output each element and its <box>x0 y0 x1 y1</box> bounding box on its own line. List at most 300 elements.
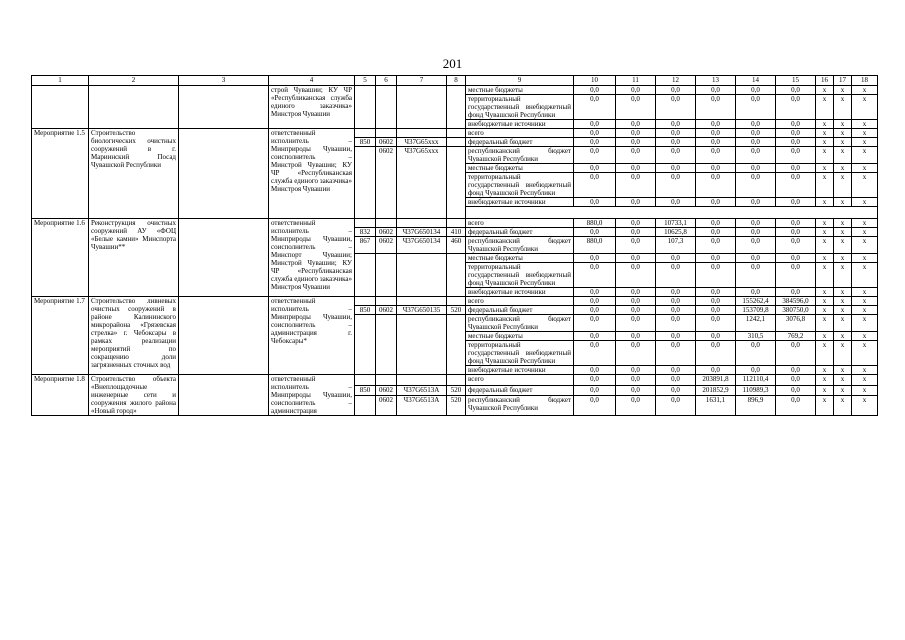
col-header: 4 <box>269 76 355 86</box>
table-cell: 0,0 <box>776 396 816 416</box>
empty-cell <box>397 86 447 129</box>
measure-name: Строительство биологических очистных сооружений в г. Мариинский Посад Чувашской Республики <box>89 129 179 219</box>
table-cell: x <box>852 173 878 198</box>
table-cell: x <box>816 95 834 120</box>
budget-table <box>31 75 878 416</box>
table-cell: 0602 <box>376 138 397 147</box>
table-cell: x <box>852 129 878 138</box>
table-cell: x <box>816 147 834 164</box>
empty-cell <box>376 315 397 375</box>
table-cell: 460 <box>447 237 466 254</box>
table-cell: x <box>834 237 852 254</box>
table-cell: 0,0 <box>616 385 656 396</box>
table-cell: 0,0 <box>616 396 656 416</box>
table-cell: всего <box>466 219 574 228</box>
table-cell: 0,0 <box>616 375 656 386</box>
table-cell: 0,0 <box>696 228 736 237</box>
table-cell: x <box>834 375 852 386</box>
table-cell: 0602 <box>376 237 397 254</box>
table-cell: территориальный государственный внебюджетный фонд Чувашской Республики <box>466 173 574 198</box>
executor-cell: ответственный исполнитель – Минприроды Чувашии, соисполнитель – администрация <box>269 375 355 416</box>
table-cell: 0,0 <box>656 138 696 147</box>
table-cell: 0,0 <box>616 306 656 315</box>
table-cell: 0602 <box>376 385 397 396</box>
table-cell: x <box>834 198 852 207</box>
empty-cell <box>376 219 397 228</box>
table-cell: 0,0 <box>776 147 816 164</box>
empty-cell <box>397 129 447 138</box>
empty-cell <box>376 129 397 138</box>
table-cell: 0,0 <box>616 315 656 332</box>
table-cell: 384596,0 <box>776 297 816 306</box>
table-cell: местные бюджеты <box>466 254 574 263</box>
table-cell: территориальный государственный внебюджетный фонд Чувашской Республики <box>466 95 574 120</box>
table-cell: 0,0 <box>656 120 696 129</box>
table-cell: всего <box>466 297 574 306</box>
table-cell: 0,0 <box>616 120 656 129</box>
page-number: 201 <box>442 56 463 71</box>
table-cell: 0,0 <box>574 315 616 332</box>
table-cell: 0,0 <box>696 315 736 332</box>
table-cell: x <box>834 366 852 375</box>
table-cell: 0,0 <box>574 147 616 164</box>
table-cell: 0,0 <box>574 332 616 341</box>
col-header: 7 <box>397 76 447 86</box>
table-cell: x <box>852 138 878 147</box>
table-cell: 896,9 <box>736 396 776 416</box>
measure-name: Строительство объекта «Внеплощадочные инженерные сети и сооружения жилого района «Новый город» <box>89 375 179 416</box>
table-cell: 0,0 <box>574 375 616 386</box>
table-cell: 0,0 <box>574 86 616 95</box>
table-cell: 0,0 <box>696 198 736 207</box>
table-cell: 0,0 <box>656 341 696 366</box>
table-cell: x <box>834 385 852 396</box>
table-cell: x <box>816 366 834 375</box>
table-row <box>32 219 878 228</box>
table-cell: 410 <box>447 228 466 237</box>
table-cell: x <box>834 120 852 129</box>
empty-cell <box>376 375 397 386</box>
table-cell: 0,0 <box>696 86 736 95</box>
table-row <box>32 129 878 138</box>
table-cell: x <box>852 263 878 288</box>
table-cell: 0,0 <box>656 332 696 341</box>
empty-cell <box>447 138 466 147</box>
measure-label: Мероприятие 1.7 <box>32 297 89 375</box>
table-cell: 0,0 <box>574 120 616 129</box>
table-cell: 0,0 <box>776 138 816 147</box>
table-cell: федеральный бюджет <box>466 385 574 396</box>
table-cell: 0,0 <box>656 164 696 173</box>
empty-cell <box>355 129 376 138</box>
table-cell: всего <box>466 129 574 138</box>
table-cell: территориальный государственный внебюджетный фонд Чувашской Республики <box>466 263 574 288</box>
table-cell: 0,0 <box>656 297 696 306</box>
table-cell: 0,0 <box>656 306 696 315</box>
table-cell: 112110,4 <box>736 375 776 386</box>
table-cell: 0,0 <box>736 95 776 120</box>
table-cell: Ч37G650134 <box>397 228 447 237</box>
table-cell: x <box>834 288 852 297</box>
table-cell: 0,0 <box>696 164 736 173</box>
table-cell: 0,0 <box>656 288 696 297</box>
empty-cell <box>376 254 397 297</box>
table-cell: 0,0 <box>574 164 616 173</box>
table-cell: 0,0 <box>696 366 736 375</box>
table-cell: x <box>816 228 834 237</box>
table-cell: 0,0 <box>616 341 656 366</box>
table-cell: 0,0 <box>736 138 776 147</box>
table-cell: федеральный бюджет <box>466 306 574 315</box>
table-cell: 0,0 <box>696 138 736 147</box>
table-cell: x <box>816 173 834 198</box>
table-cell: 10733,1 <box>656 219 696 228</box>
table-cell: 0,0 <box>696 237 736 254</box>
table-cell: x <box>816 341 834 366</box>
table-cell: 0,0 <box>616 95 656 120</box>
table-cell: внебюджетные источники <box>466 366 574 375</box>
table-cell: республиканский бюджет Чувашской Республики <box>466 237 574 254</box>
table-cell: x <box>852 198 878 207</box>
table-cell: 0,0 <box>736 228 776 237</box>
table-cell: x <box>816 138 834 147</box>
empty-cell <box>179 375 269 416</box>
table-cell: x <box>834 164 852 173</box>
table-cell: 0,0 <box>696 297 736 306</box>
table-cell: x <box>816 198 834 207</box>
table-cell: x <box>834 138 852 147</box>
table-cell: 0,0 <box>696 219 736 228</box>
table-cell: x <box>816 164 834 173</box>
executor-cell: ответственный исполнитель – Минприроды Чувашии, соисполнитель – Минстрой Чувашии; КУ ЧР «Республиканская служба единого заказчика» Минстроя Чувашии <box>269 129 355 219</box>
table-cell: республиканский бюджет Чувашской Республики <box>466 315 574 332</box>
table-cell: 380750,0 <box>776 306 816 315</box>
table-cell: 0,0 <box>696 332 736 341</box>
table-cell: 0,0 <box>656 95 696 120</box>
empty-cell <box>447 129 466 138</box>
table-cell: 0,0 <box>776 95 816 120</box>
col-header: 1 <box>32 76 89 86</box>
table-cell: 0,0 <box>736 341 776 366</box>
empty-cell <box>355 315 376 375</box>
table-cell: Ч37G650135 <box>397 306 447 315</box>
table-cell: 0,0 <box>696 341 736 366</box>
table-cell: x <box>816 254 834 263</box>
table-cell: 0,0 <box>656 147 696 164</box>
empty-cell <box>447 147 466 219</box>
header-row <box>32 76 878 86</box>
table-cell: 0,0 <box>776 164 816 173</box>
table-cell: x <box>816 288 834 297</box>
table-cell: 0,0 <box>616 164 656 173</box>
col-header: 10 <box>574 76 616 86</box>
table-row <box>32 86 878 95</box>
table-cell: 0,0 <box>616 147 656 164</box>
col-header: 12 <box>656 76 696 86</box>
table-cell: 0,0 <box>656 254 696 263</box>
table-cell: 0602 <box>376 306 397 315</box>
table-cell: 0,0 <box>616 228 656 237</box>
table-cell: 0,0 <box>736 237 776 254</box>
table-cell: местные бюджеты <box>466 332 574 341</box>
table-cell: x <box>834 315 852 332</box>
table-cell: 520 <box>447 385 466 396</box>
table-cell: 0,0 <box>736 198 776 207</box>
table-cell: x <box>816 86 834 95</box>
table-cell: 0,0 <box>736 219 776 228</box>
table-cell: 203891,8 <box>696 375 736 386</box>
table-cell: 10625,8 <box>656 228 696 237</box>
col-header: 6 <box>376 76 397 86</box>
table-cell: 0,0 <box>696 263 736 288</box>
empty-cell <box>355 254 376 297</box>
table-cell: 0,0 <box>656 396 696 416</box>
table-cell: 0,0 <box>736 147 776 164</box>
table-cell: 155262,4 <box>736 297 776 306</box>
table-cell: x <box>834 86 852 95</box>
table-cell: 0,0 <box>736 254 776 263</box>
table-cell: 0,0 <box>736 173 776 198</box>
table-cell: 0,0 <box>776 237 816 254</box>
table-cell: 1631,1 <box>696 396 736 416</box>
table-cell: 0,0 <box>574 385 616 396</box>
table-cell: x <box>852 120 878 129</box>
table-cell: 310,5 <box>736 332 776 341</box>
table-cell: 0602 <box>376 228 397 237</box>
table-cell: x <box>852 315 878 332</box>
table-cell: местные бюджеты <box>466 164 574 173</box>
table-cell: 1242,1 <box>736 315 776 332</box>
table-cell: 0,0 <box>616 254 656 263</box>
table-cell: x <box>852 86 878 95</box>
table-cell: x <box>816 120 834 129</box>
table-cell: 850 <box>355 385 376 396</box>
table-cell: x <box>834 341 852 366</box>
table-cell: 0,0 <box>656 385 696 396</box>
table-cell: 0,0 <box>616 263 656 288</box>
col-header: 9 <box>466 76 574 86</box>
executor-cell: ответственный исполнитель – Минприроды Чувашии, соисполнитель – администрация г. Чебоксары* <box>269 297 355 375</box>
table-cell: 0,0 <box>574 254 616 263</box>
table-cell: x <box>834 396 852 416</box>
empty-cell <box>376 86 397 129</box>
empty-cell <box>179 297 269 375</box>
table-cell: Ч37G6513А <box>397 385 447 396</box>
table-row <box>32 297 878 306</box>
table-cell: x <box>852 147 878 164</box>
table-cell: x <box>852 288 878 297</box>
table-cell: x <box>852 396 878 416</box>
table-cell: 880,0 <box>574 237 616 254</box>
table-cell: x <box>816 396 834 416</box>
table-cell: 0,0 <box>696 306 736 315</box>
table-cell: Ч37G650134 <box>397 237 447 254</box>
table-cell: 0602 <box>376 147 397 219</box>
table-cell: 0,0 <box>616 366 656 375</box>
empty-cell <box>355 375 376 386</box>
empty-cell <box>397 297 447 306</box>
measure-name: Реконструкция очистных сооружений АУ «ФОЦ «Белые камни» Минспорта Чувашии** <box>89 219 179 297</box>
empty-cell <box>397 315 447 375</box>
col-header: 16 <box>816 76 834 86</box>
table-cell: 520 <box>447 306 466 315</box>
col-header: 5 <box>355 76 376 86</box>
empty-cell <box>179 219 269 297</box>
table-cell: федеральный бюджет <box>466 138 574 147</box>
table-cell: 880,0 <box>574 219 616 228</box>
table-cell: 0,0 <box>616 198 656 207</box>
table-cell: 0,0 <box>736 263 776 288</box>
table-cell: 0,0 <box>696 254 736 263</box>
table-cell: x <box>834 297 852 306</box>
table-cell: 0,0 <box>696 129 736 138</box>
table-cell: 153709,8 <box>736 306 776 315</box>
table-cell: 832 <box>355 228 376 237</box>
measure-label: Мероприятие 1.6 <box>32 219 89 297</box>
table-cell: 0,0 <box>656 129 696 138</box>
table-cell: 0,0 <box>574 198 616 207</box>
table-cell: 867 <box>355 237 376 254</box>
table-cell: 0,0 <box>736 86 776 95</box>
col-header: 13 <box>696 76 736 86</box>
table-cell: x <box>834 129 852 138</box>
empty-cell <box>179 86 269 129</box>
col-header: 18 <box>852 76 878 86</box>
executor-cell: ответственный исполнитель – Минприроды Чувашии, соисполнитель – Минспорт Чувашии; Минстрой Чувашии; КУ ЧР «Республиканская служба единого заказчика» Минстроя Чувашии <box>269 219 355 297</box>
table-cell: 0,0 <box>696 120 736 129</box>
table-cell: x <box>852 332 878 341</box>
table-cell: x <box>852 237 878 254</box>
table-cell: территориальный государственный внебюджетный фонд Чувашской Республики <box>466 341 574 366</box>
table-cell: 0,0 <box>574 366 616 375</box>
table-cell: 0,0 <box>776 288 816 297</box>
table-cell: 0,0 <box>736 164 776 173</box>
table-cell: республиканский бюджет Чувашской Республики <box>466 396 574 416</box>
table-cell: x <box>852 254 878 263</box>
table-cell: 0,0 <box>574 95 616 120</box>
measure-name: Строительство ливневых очистных сооружений в районе Калининского микрорайона «Грязевская стрелка» г. Чебоксары в рамках реализации мероприятий по сокращению доли загрязненных сточных вод <box>89 297 179 375</box>
table-cell: 0,0 <box>776 86 816 95</box>
table-cell: x <box>816 237 834 254</box>
table-cell: x <box>834 263 852 288</box>
table-cell: 0,0 <box>616 288 656 297</box>
empty-cell <box>32 86 89 129</box>
table-cell: 0,0 <box>776 173 816 198</box>
empty-cell <box>447 315 466 375</box>
table-cell: 0,0 <box>776 341 816 366</box>
table-cell: x <box>816 375 834 386</box>
table-cell: 0,0 <box>574 129 616 138</box>
empty-cell <box>376 297 397 306</box>
table-cell: 0,0 <box>616 138 656 147</box>
table-cell: 0,0 <box>616 86 656 95</box>
table-cell: 0,0 <box>574 341 616 366</box>
table-cell: 0,0 <box>574 396 616 416</box>
table-cell: x <box>816 219 834 228</box>
table-cell: x <box>816 332 834 341</box>
measure-label: Мероприятие 1.5 <box>32 129 89 219</box>
table-cell: 0,0 <box>736 120 776 129</box>
table-cell: 0,0 <box>656 173 696 198</box>
table-cell: 107,3 <box>656 237 696 254</box>
table-cell: 0,0 <box>656 263 696 288</box>
executor-cell: строй Чувашии; КУ ЧР «Республиканская служба единого заказчика» Минстроя Чувашии <box>269 86 355 129</box>
table-cell: x <box>834 228 852 237</box>
empty-cell <box>447 86 466 129</box>
table-cell: 769,2 <box>776 332 816 341</box>
table-cell: 0,0 <box>656 198 696 207</box>
table-cell: 0,0 <box>616 173 656 198</box>
table-cell: 520 <box>447 396 466 416</box>
empty-cell <box>355 219 376 228</box>
table-cell: 0,0 <box>776 375 816 386</box>
empty-cell <box>397 375 447 386</box>
table-cell: x <box>834 332 852 341</box>
table-cell: x <box>852 385 878 396</box>
empty-cell <box>397 219 447 228</box>
table-cell: x <box>852 297 878 306</box>
empty-cell <box>447 297 466 306</box>
col-header: 8 <box>447 76 466 86</box>
table-cell: 0,0 <box>776 129 816 138</box>
table-cell: 0,0 <box>616 237 656 254</box>
table-cell: x <box>834 219 852 228</box>
table-cell: 0,0 <box>616 297 656 306</box>
table-cell: 0,0 <box>776 366 816 375</box>
table-cell: x <box>816 306 834 315</box>
table-cell: 0,0 <box>776 120 816 129</box>
table-cell: всего <box>466 375 574 386</box>
table-cell: 0,0 <box>574 228 616 237</box>
table-cell: x <box>816 129 834 138</box>
table-cell: 0,0 <box>736 366 776 375</box>
empty-cell <box>397 254 447 297</box>
table-cell: 0,0 <box>696 173 736 198</box>
table-cell: Ч37G6513А <box>397 396 447 416</box>
table-cell: внебюджетные источники <box>466 198 574 207</box>
table-cell: x <box>834 173 852 198</box>
table-cell: x <box>834 254 852 263</box>
table-cell: 0,0 <box>574 297 616 306</box>
table-cell: 0,0 <box>616 219 656 228</box>
empty-cell <box>466 207 878 219</box>
table-cell: 0602 <box>376 396 397 416</box>
col-header: 2 <box>89 76 179 86</box>
table-cell: 0,0 <box>776 385 816 396</box>
table-cell: 0,0 <box>656 86 696 95</box>
table-cell: республиканский бюджет Чувашской Республики <box>466 147 574 164</box>
table-cell: федеральный бюджет <box>466 228 574 237</box>
table-cell: x <box>816 263 834 288</box>
empty-cell <box>89 86 179 129</box>
table-cell: 0,0 <box>736 288 776 297</box>
table-cell: 0,0 <box>656 375 696 386</box>
empty-cell <box>447 375 466 386</box>
empty-cell <box>355 86 376 129</box>
table-cell: 0,0 <box>656 366 696 375</box>
table-cell: Ч37G65xxx <box>397 147 447 219</box>
empty-cell <box>355 147 376 219</box>
table-cell: внебюджетные источники <box>466 288 574 297</box>
col-header: 17 <box>834 76 852 86</box>
table-cell: x <box>834 95 852 120</box>
table-cell: 0,0 <box>696 95 736 120</box>
table-cell: 0,0 <box>696 147 736 164</box>
table-cell: x <box>852 341 878 366</box>
table-cell: x <box>816 297 834 306</box>
col-header: 3 <box>179 76 269 86</box>
table-cell: 0,0 <box>776 254 816 263</box>
